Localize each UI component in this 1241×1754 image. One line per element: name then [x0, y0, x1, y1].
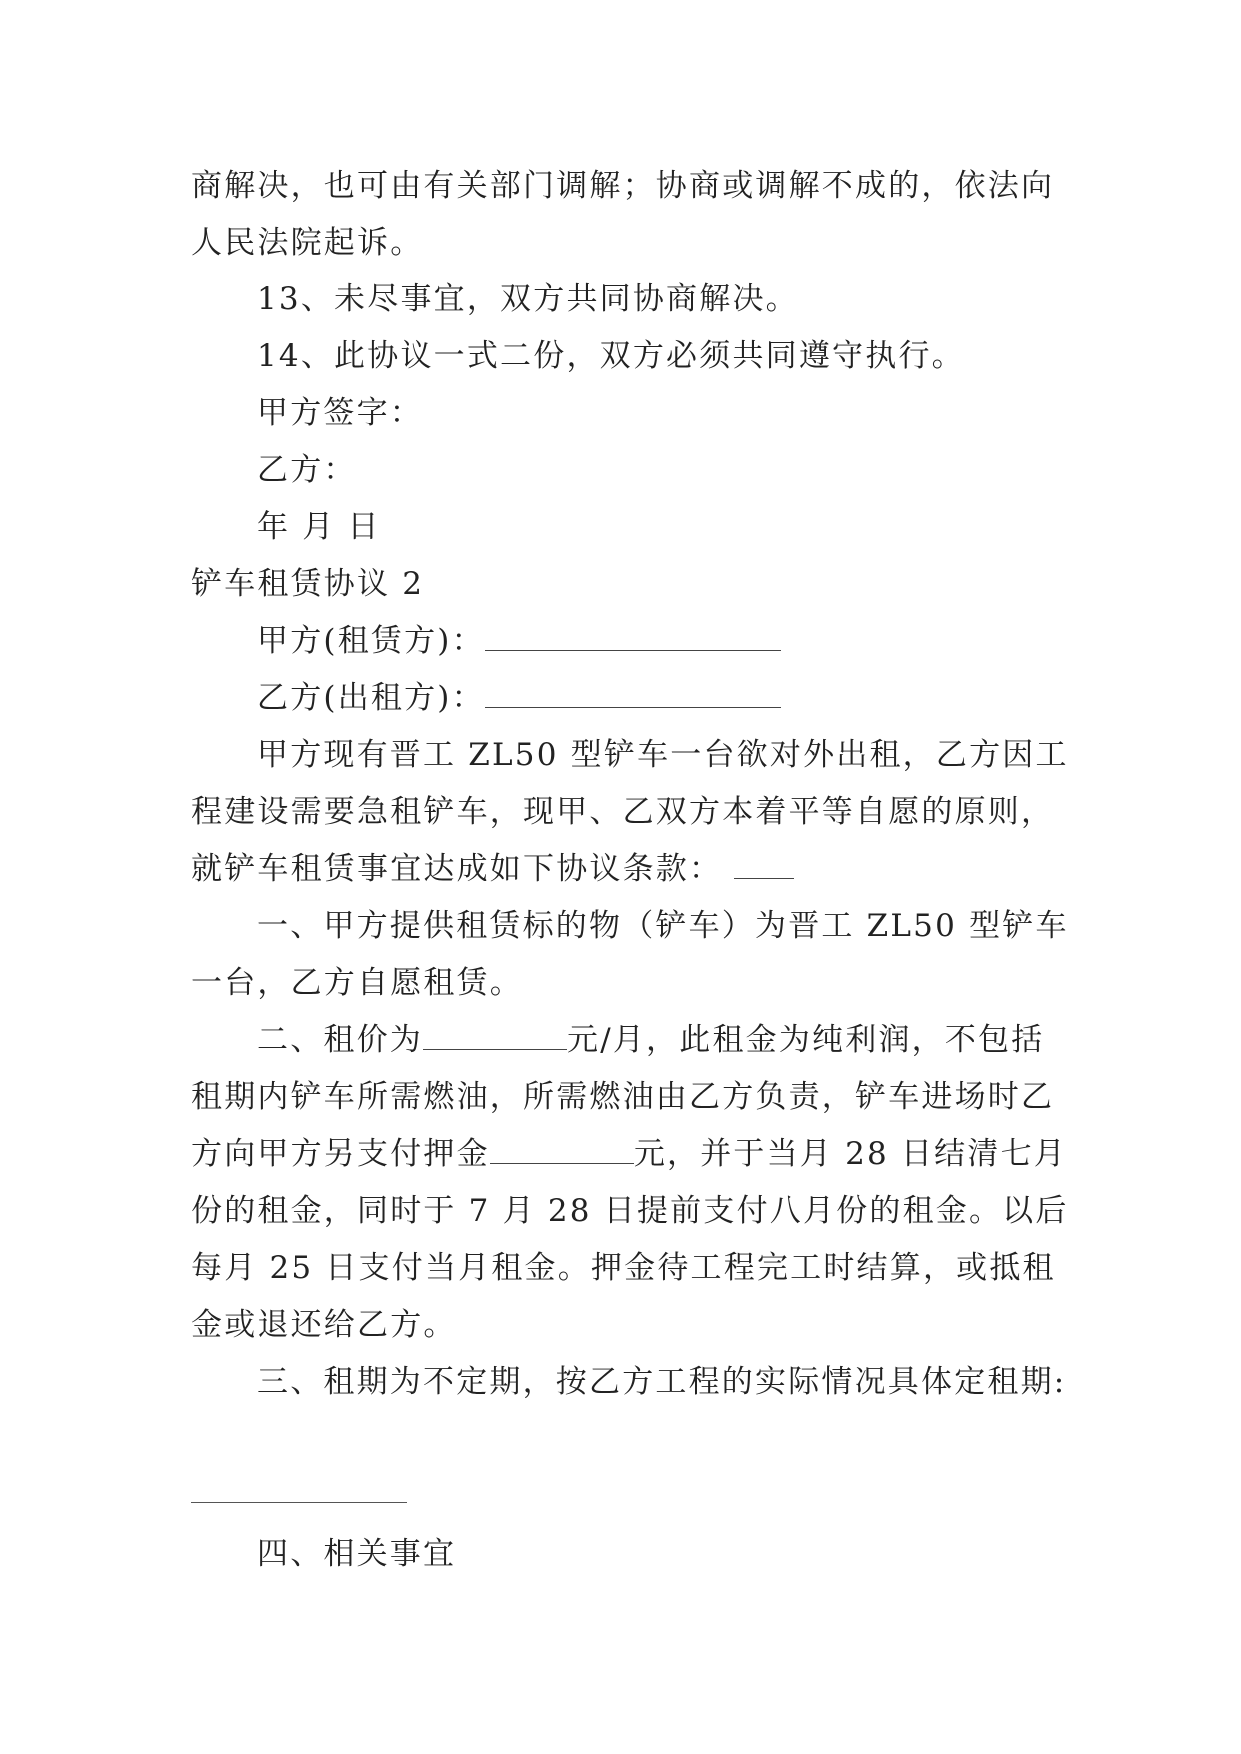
party-a-signature: 甲方签字： [257, 395, 423, 431]
lessor-blank[interactable] [485, 687, 781, 708]
paragraph-line: 金或退还给乙方。 [191, 1307, 457, 1343]
paragraph-text: 方向甲方另支付押金 [191, 1136, 490, 1172]
deposit-blank[interactable] [490, 1143, 634, 1164]
clause-2-text: 二、租价为 [257, 1022, 423, 1058]
paragraph-line: 每月 25 日支付当月租金。押金待工程完工时结算，或抵租 [191, 1250, 1056, 1286]
lessee-blank[interactable] [485, 630, 781, 651]
paragraph-line: 一台，乙方自愿租赁。 [191, 965, 523, 1001]
clause-2 [0, 1022, 1241, 1058]
paragraph-line: 人民法院起诉。 [191, 225, 424, 261]
paragraph-line [0, 851, 1241, 887]
clause-1: 一、甲方提供租赁标的物（铲车）为晋工 ZL50 型铲车 [257, 908, 1069, 944]
terms-blank[interactable] [734, 858, 794, 879]
clause-3: 三、租期为不定期，按乙方工程的实际情况具体定租期: [257, 1364, 1067, 1400]
clause-2-text-rest: 元/月，此租金为纯利润，不包括 [567, 1022, 1045, 1058]
section-title: 铲车租赁协议 2 [191, 566, 425, 602]
rent-blank[interactable] [423, 1029, 567, 1050]
paragraph-line: 甲方现有晋工 ZL50 型铲车一台欲对外出租，乙方因工 [257, 737, 1069, 773]
paragraph-text-rest: 元，并于当月 28 日结清七月 [633, 1136, 1067, 1172]
lessee-line [0, 623, 1241, 659]
party-b-signature: 乙方： [257, 452, 357, 488]
lessor-line [0, 680, 1241, 716]
term-blank[interactable] [191, 1502, 407, 1503]
clause-4: 四、相关事宜 [257, 1536, 457, 1572]
clause-14: 14、此协议一式二份，双方必须共同遵守执行。 [257, 338, 965, 374]
paragraph-line: 商解决，也可由有关部门调解；协商或调解不成的，依法向 [191, 168, 1055, 204]
paragraph-line: 程建设需要急租铲车，现甲、乙双方本着平等自愿的原则， [191, 794, 1055, 830]
lessee-label: 甲方(租赁方)： [257, 623, 485, 659]
paragraph-text: 就铲车租赁事宜达成如下协议条款： [191, 851, 723, 887]
date-line: 年 月 日 [257, 509, 381, 545]
clause-13: 13、未尽事宜，双方共同协商解决。 [257, 281, 799, 317]
paragraph-line [0, 1136, 1241, 1172]
lessor-label: 乙方(出租方)： [257, 680, 485, 716]
paragraph-line: 租期内铲车所需燃油，所需燃油由乙方负责，铲车进场时乙 [191, 1079, 1055, 1115]
paragraph-line: 份的租金，同时于 7 月 28 日提前支付八月份的租金。以后 [191, 1193, 1069, 1229]
